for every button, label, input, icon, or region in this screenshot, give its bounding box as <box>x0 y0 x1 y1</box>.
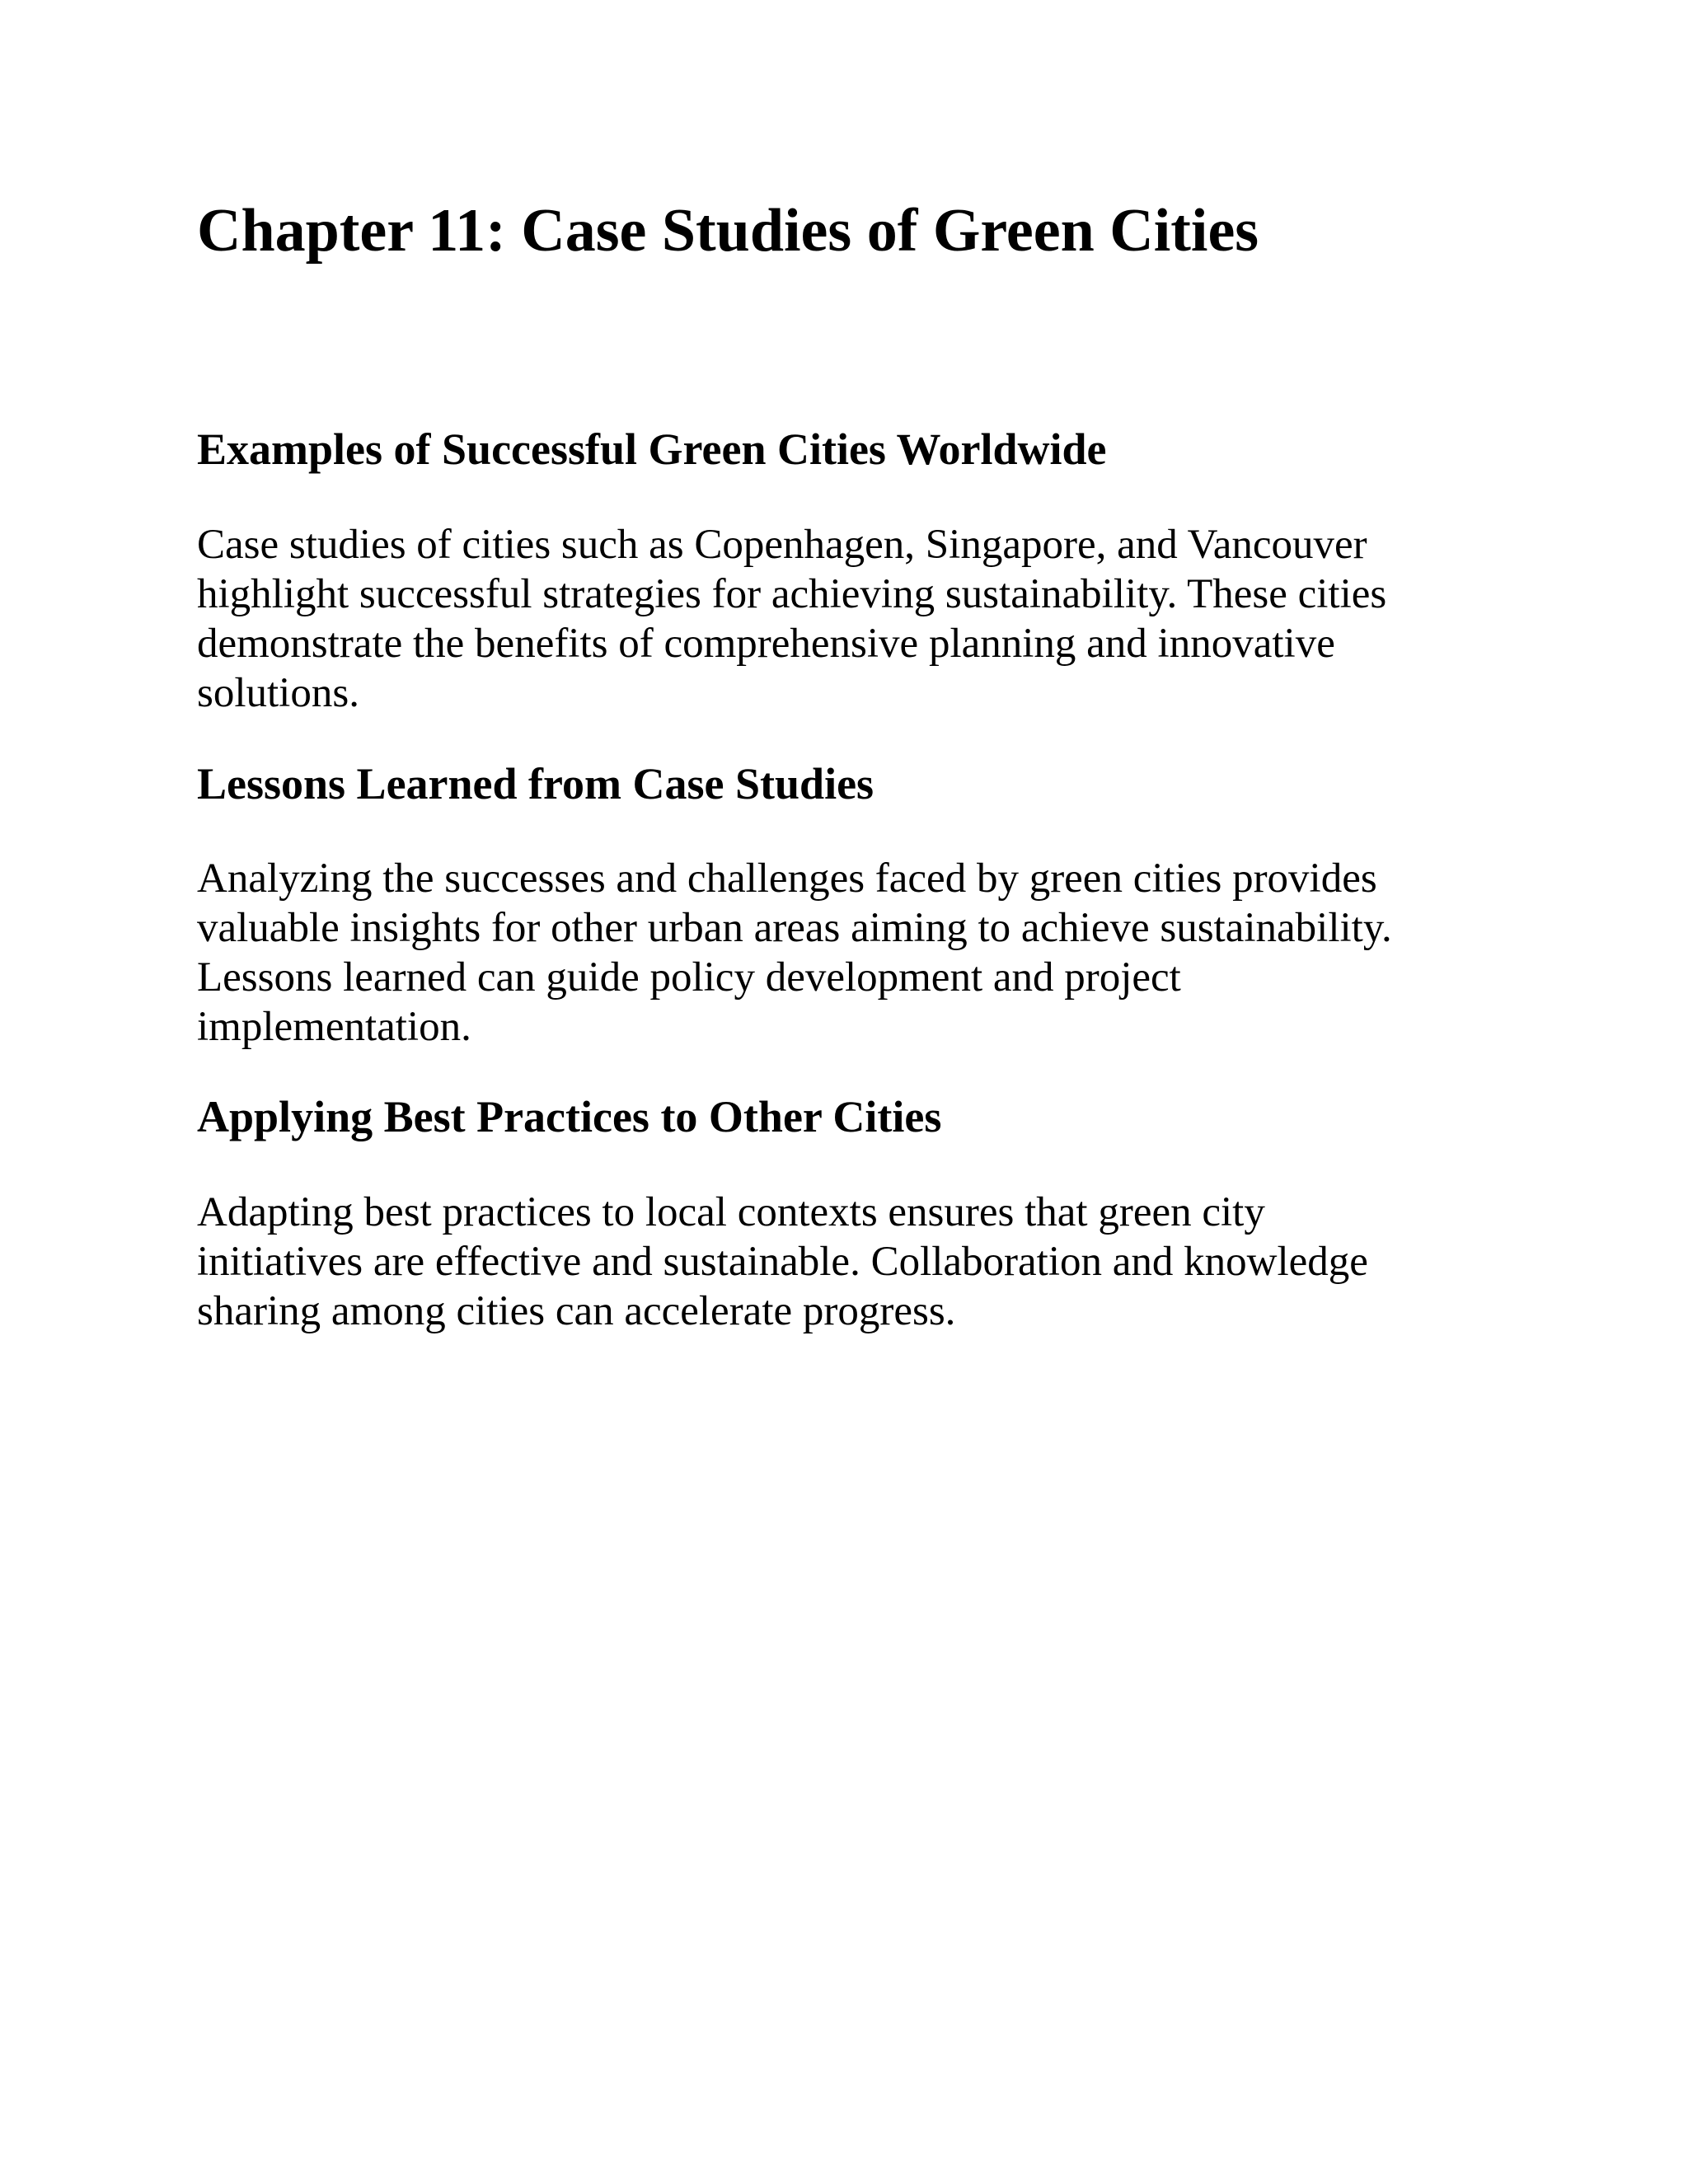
section-paragraph-lessons <box>197 854 1483 1052</box>
paragraph-line: Lessons learned can guide policy development and project <box>197 954 1181 1001</box>
paragraph-line: sharing among cities can accelerate progress. <box>197 1288 956 1334</box>
paragraph-line: initiatives are effective and sustainable. Collaboration and knowledge <box>197 1239 1368 1285</box>
paragraph-line: solutions. <box>197 670 359 716</box>
section-heading-best-practices: Applying Best Practices to Other Cities <box>197 1092 942 1141</box>
paragraph-line: implementation. <box>197 1004 471 1050</box>
section-paragraph-examples <box>197 520 1483 718</box>
section-heading-examples: Examples of Successful Green Cities Worldwide <box>197 424 1107 474</box>
paragraph-line: highlight successful strategies for achieving sustainability. These cities <box>197 571 1387 617</box>
section-paragraph-best-practices <box>197 1188 1483 1336</box>
chapter-title: Chapter 11: Case Studies of Green Cities <box>197 197 1259 265</box>
paragraph-line: valuable insights for other urban areas aiming to achieve sustainability. <box>197 905 1392 951</box>
paragraph-line: Adapting best practices to local contexts ensures that green city <box>197 1189 1265 1235</box>
paragraph-line: demonstrate the benefits of comprehensive planning and innovative <box>197 621 1335 667</box>
paragraph-line: Case studies of cities such as Copenhagen, Singapore, and Vancouver <box>197 522 1367 568</box>
paragraph-line: Analyzing the successes and challenges faced by green cities provides <box>197 855 1377 902</box>
section-heading-lessons: Lessons Learned from Case Studies <box>197 759 874 808</box>
